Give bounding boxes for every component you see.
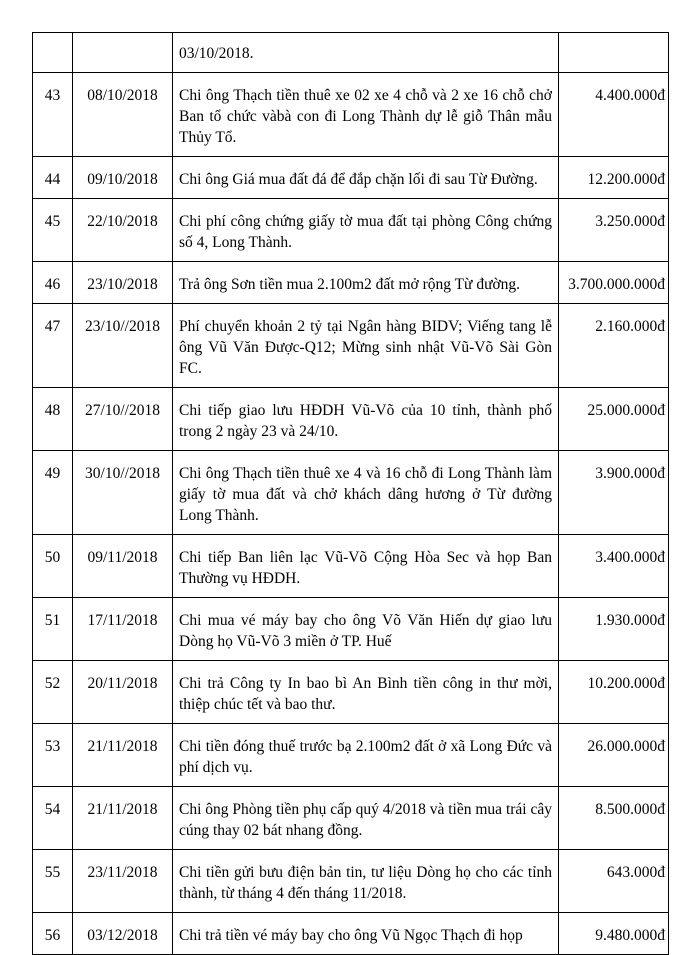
row-date: 27/10//2018 — [73, 388, 173, 451]
row-date: 20/11/2018 — [73, 661, 173, 724]
row-amount: 3.400.000đ — [559, 535, 669, 598]
row-description: Chi ông Thạch tiền thuê xe 02 xe 4 chỗ và 2 xe 16 chỗ chở Ban tổ chức vàbà con đi Long Thành dự lễ giỗ Thân mẫu Thủy Tổ. — [173, 73, 559, 157]
row-number: 49 — [33, 451, 73, 535]
row-date: 09/11/2018 — [73, 535, 173, 598]
table-row — [33, 262, 669, 304]
table-row — [33, 33, 669, 73]
row-amount: 4.400.000đ — [559, 73, 669, 157]
row-amount — [559, 33, 669, 73]
row-number: 53 — [33, 724, 73, 787]
row-number: 45 — [33, 199, 73, 262]
table-row — [33, 535, 669, 598]
row-description: Chi ông Phòng tiền phụ cấp quý 4/2018 và tiền mua trái cây cúng thay 02 bát nhang đồng. — [173, 787, 559, 850]
row-number: 51 — [33, 598, 73, 661]
table-row — [33, 199, 669, 262]
table-row — [33, 304, 669, 388]
row-amount: 10.200.000đ — [559, 661, 669, 724]
row-amount: 643.000đ — [559, 850, 669, 913]
row-date: 23/10//2018 — [73, 304, 173, 388]
row-amount: 25.000.000đ — [559, 388, 669, 451]
row-date: 03/12/2018 — [73, 913, 173, 955]
row-description: Chi tiền đóng thuế trước bạ 2.100m2 đất ở xã Long Đức và phí dịch vụ. — [173, 724, 559, 787]
row-number: 44 — [33, 157, 73, 199]
row-amount: 3.250.000đ — [559, 199, 669, 262]
table-row — [33, 850, 669, 913]
row-date — [73, 33, 173, 73]
row-date: 21/11/2018 — [73, 787, 173, 850]
table-row — [33, 451, 669, 535]
row-description: Trả ông Sơn tiền mua 2.100m2 đất mở rộng Từ đường. — [173, 262, 559, 304]
row-amount: 26.000.000đ — [559, 724, 669, 787]
row-number: 46 — [33, 262, 73, 304]
table-row — [33, 661, 669, 724]
row-date: 23/11/2018 — [73, 850, 173, 913]
row-date: 08/10/2018 — [73, 73, 173, 157]
row-description: Chi ông Giá mua đất đá để đắp chặn lối đi sau Từ Đường. — [173, 157, 559, 199]
row-number: 54 — [33, 787, 73, 850]
row-amount: 3.700.000.000đ — [559, 262, 669, 304]
row-number: 47 — [33, 304, 73, 388]
row-date: 21/11/2018 — [73, 724, 173, 787]
row-number: 56 — [33, 913, 73, 955]
row-description: Chi ông Thạch tiền thuê xe 4 và 16 chỗ đi Long Thành làm giấy tờ mua đất và chở khách dâng hương ở Từ đường Long Thành. — [173, 451, 559, 535]
row-amount: 9.480.000đ — [559, 913, 669, 955]
row-description: Chi phí công chứng giấy tờ mua đất tại phòng Công chứng số 4, Long Thành. — [173, 199, 559, 262]
table-row — [33, 388, 669, 451]
row-description: Chi trả tiền vé máy bay cho ông Vũ Ngọc Thạch đi họp — [173, 913, 559, 955]
row-number: 55 — [33, 850, 73, 913]
row-description: Phí chuyển khoản 2 tỷ tại Ngân hàng BIDV; Viếng tang lễ ông Vũ Văn Được-Q12; Mừng sinh nhật Vũ-Võ Sài Gòn FC. — [173, 304, 559, 388]
row-amount: 8.500.000đ — [559, 787, 669, 850]
table-row — [33, 787, 669, 850]
table-row — [33, 913, 669, 955]
row-amount: 1.930.000đ — [559, 598, 669, 661]
row-number: 48 — [33, 388, 73, 451]
row-date: 17/11/2018 — [73, 598, 173, 661]
table-row — [33, 157, 669, 199]
row-description: Chi tiền gửi bưu điện bản tin, tư liệu Dòng họ cho các tỉnh thành, từ tháng 4 đến tháng 11/2018. — [173, 850, 559, 913]
table-row — [33, 598, 669, 661]
row-number: 50 — [33, 535, 73, 598]
row-description: Chi trả Công ty In bao bì An Bình tiền công in thư mời, thiệp chúc tết và bao thư. — [173, 661, 559, 724]
table-row — [33, 73, 669, 157]
row-date: 22/10/2018 — [73, 199, 173, 262]
row-date: 23/10/2018 — [73, 262, 173, 304]
row-description: 03/10/2018. — [173, 33, 559, 73]
row-description: Chi tiếp Ban liên lạc Vũ-Võ Cộng Hòa Sec và họp Ban Thường vụ HĐDH. — [173, 535, 559, 598]
row-description: Chi tiếp giao lưu HĐDH Vũ-Võ của 10 tỉnh, thành phố trong 2 ngày 23 và 24/10. — [173, 388, 559, 451]
row-amount: 12.200.000đ — [559, 157, 669, 199]
row-number — [33, 33, 73, 73]
row-date: 30/10//2018 — [73, 451, 173, 535]
row-number: 52 — [33, 661, 73, 724]
expense-ledger-table — [32, 32, 669, 955]
row-date: 09/10/2018 — [73, 157, 173, 199]
row-amount: 3.900.000đ — [559, 451, 669, 535]
table-row — [33, 724, 669, 787]
row-amount: 2.160.000đ — [559, 304, 669, 388]
row-description: Chi mua vé máy bay cho ông Võ Văn Hiến dự giao lưu Dòng họ Vũ-Võ 3 miền ở TP. Huế — [173, 598, 559, 661]
row-number: 43 — [33, 73, 73, 157]
